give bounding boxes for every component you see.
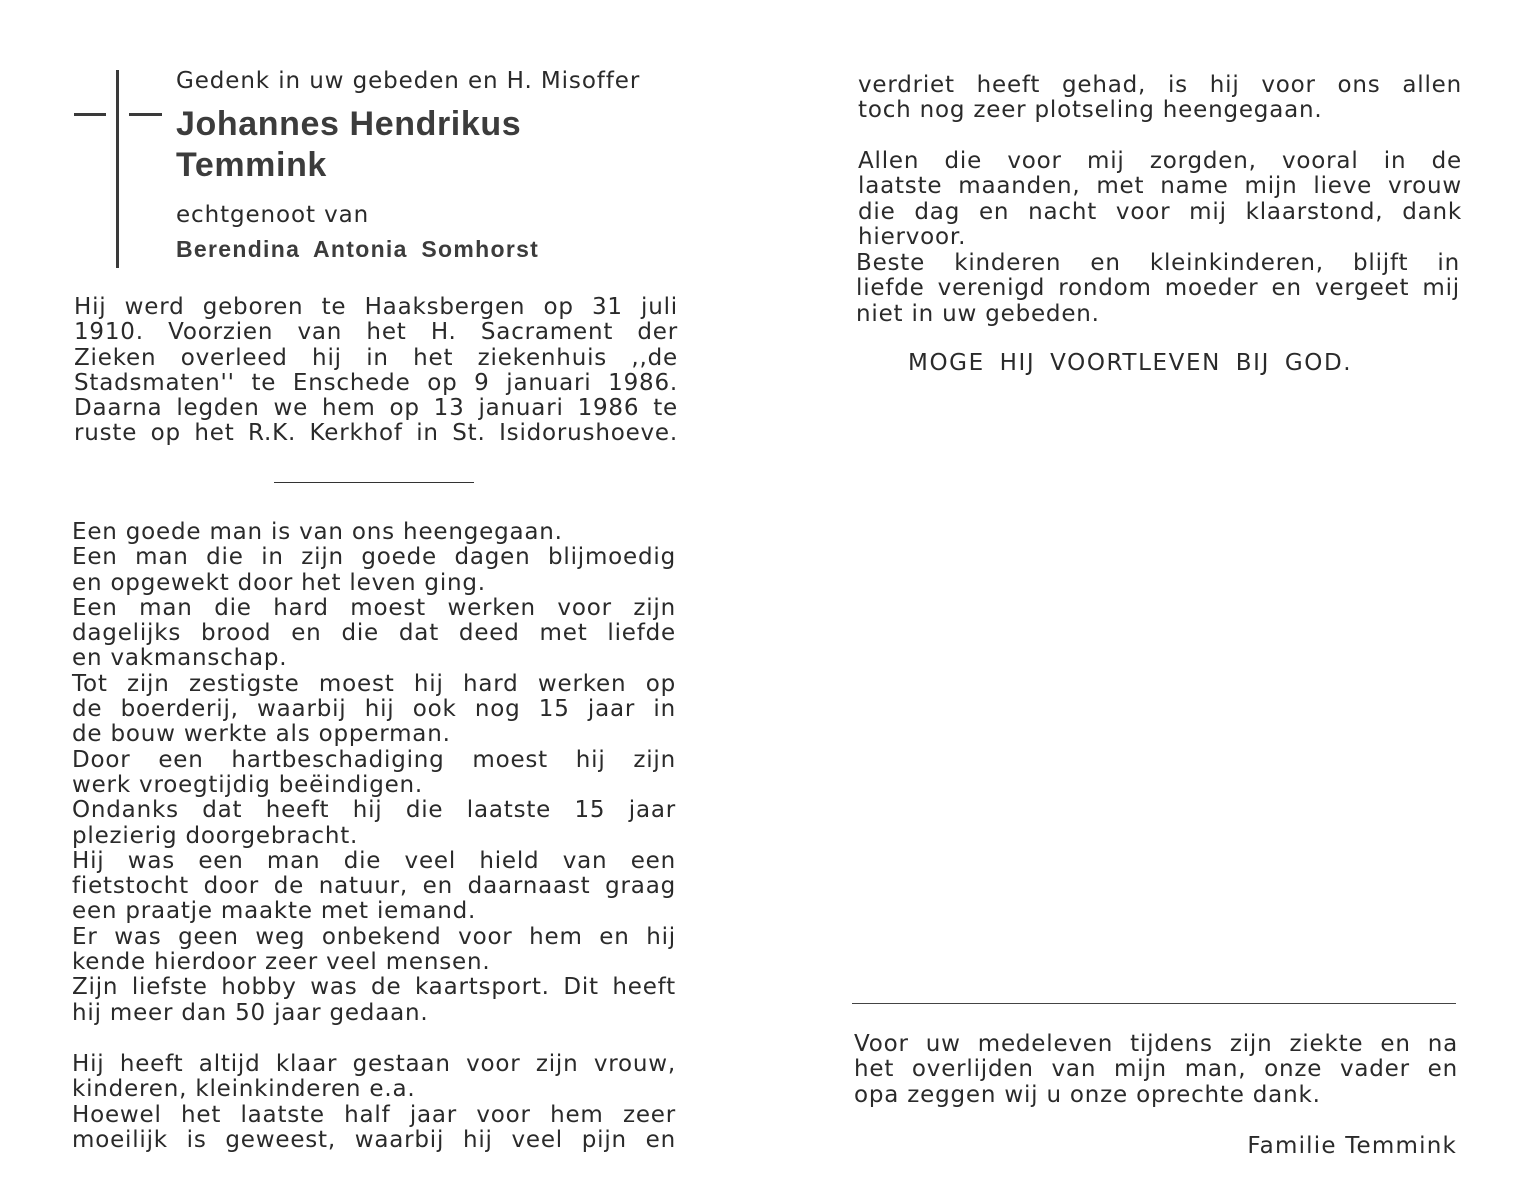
right-line: Allen die voor mij zorgden, vooral in de <box>858 148 1462 174</box>
tribute-line: de bouw werkte als opperman. <box>72 721 451 748</box>
tribute-line: werk vroegtijdig beëindigen. <box>72 771 424 798</box>
tribute-line: Hij was een man die veel hield van een <box>72 847 676 874</box>
signature: Familie Temmink <box>1247 1133 1457 1159</box>
bio-line: Stadsmaten'' te Enschede op 9 januari 1986. <box>74 369 678 396</box>
right-line: toch nog zeer plotseling heengegaan. <box>858 97 1323 124</box>
tribute-line: Ondanks dat heeft hij die laatste 15 jaar <box>72 797 676 824</box>
tribute-line: Hij heeft altijd klaar gestaan voor zijn vrouw, <box>72 1051 676 1077</box>
tribute-line: Een goede man is van ons heengegaan. <box>72 519 563 545</box>
tribute-line: hij meer dan 50 jaar gedaan. <box>72 999 429 1026</box>
tribute-line: Tot zijn zestigste moest hij hard werken op <box>72 670 676 697</box>
cross-left-arm <box>74 113 106 116</box>
closing-line: MOGE HIJ VOORTLEVEN BIJ GOD. <box>908 350 1353 376</box>
tribute-line: Hoewel het laatste half jaar voor hem zeer <box>72 1101 676 1128</box>
right-line: Beste kinderen en kleinkinderen, blijft in <box>856 250 1460 276</box>
right-line: verdriet heeft gehad, is hij voor ons allen <box>858 72 1462 98</box>
bio-line: Hij werd geboren te Haaksbergen op 31 juli <box>74 294 678 320</box>
divider-left <box>274 482 474 483</box>
tribute-paragraph-2 <box>72 1052 676 1153</box>
tribute-line: en vakmanschap. <box>72 645 288 672</box>
name-line-2: Temmink <box>176 146 327 184</box>
tribute-line: kende hierdoor zeer veel mensen. <box>72 949 491 976</box>
tribute-line: Een man die in zijn goede dagen blijmoedig <box>72 544 676 571</box>
divider-right <box>852 1003 1456 1004</box>
header-intro: Gedenk in uw gebeden en H. Misoffer <box>176 68 641 94</box>
tribute-line: de boerderij, waarbij hij ook nog 15 jaar in <box>72 696 676 723</box>
tribute-line: dagelijks brood en die dat deed met liefde <box>72 620 676 647</box>
header <box>176 66 686 264</box>
right-line: laatste maanden, met name mijn lieve vrouw <box>858 173 1462 200</box>
right-line: die dag en nacht voor mij klaarstond, dank <box>858 198 1462 225</box>
bio-line: 1910. Voorzien van het H. Sacrament der <box>74 319 678 346</box>
bio-paragraph <box>74 295 678 447</box>
spouse-label: echtgenoot van <box>176 202 370 228</box>
tribute-paragraph <box>72 520 676 1026</box>
tribute-line: een praatje maakte met iemand. <box>72 898 477 925</box>
tribute-line: en opgewekt door het leven ging. <box>72 569 486 596</box>
tribute-line: Door een hartbeschadiging moest hij zijn <box>72 746 676 773</box>
bio-line: Daarna legden we hem op 13 januari 1986 te <box>74 395 678 422</box>
bio-line: ruste op het R.K. Kerkhof in St. Isidorushoeve. <box>74 420 678 447</box>
cross-vertical-bar <box>116 70 119 268</box>
cross-right-arm <box>129 113 162 116</box>
tribute-line: Een man die hard moest werken voor zijn <box>72 594 676 621</box>
bio-line: Zieken overleed hij in het ziekenhuis ,,de <box>74 344 678 371</box>
tribute-line: moeilijk is geweest, waarbij hij veel pijn en <box>72 1126 676 1153</box>
right-paragraph-continuation <box>858 73 1462 124</box>
right-line: niet in uw gebeden. <box>856 300 1100 327</box>
thanks-paragraph <box>854 1032 1458 1108</box>
tribute-line: Zijn liefste hobby was de kaartsport. Dit heeft <box>72 974 676 1001</box>
thanks-line: Voor uw medeleven tijdens zijn ziekte en na <box>854 1031 1458 1057</box>
thanks-line: het overlijden van mijn man, onze vader en <box>854 1056 1458 1083</box>
tribute-line: fietstocht door de natuur, en daarnaast graag <box>72 873 676 900</box>
spouse-name: Berendina Antonia Somhorst <box>176 236 540 262</box>
thanks-line: opa zeggen wij u onze oprechte dank. <box>854 1081 1321 1108</box>
name-line-1: Johannes Hendrikus <box>176 105 522 143</box>
tribute-line: kinderen, kleinkinderen e.a. <box>72 1076 416 1103</box>
deceased-name <box>176 104 686 186</box>
tribute-line: Er was geen weg onbekend voor hem en hij <box>72 923 676 950</box>
right-paragraph-family <box>856 251 1460 327</box>
right-line: liefde verenigd rondom moeder en vergeet mij <box>856 275 1460 302</box>
right-line: hiervoor. <box>858 223 967 250</box>
tribute-line: plezierig doorgebracht. <box>72 822 359 849</box>
right-paragraph-thanks-care <box>858 149 1462 250</box>
